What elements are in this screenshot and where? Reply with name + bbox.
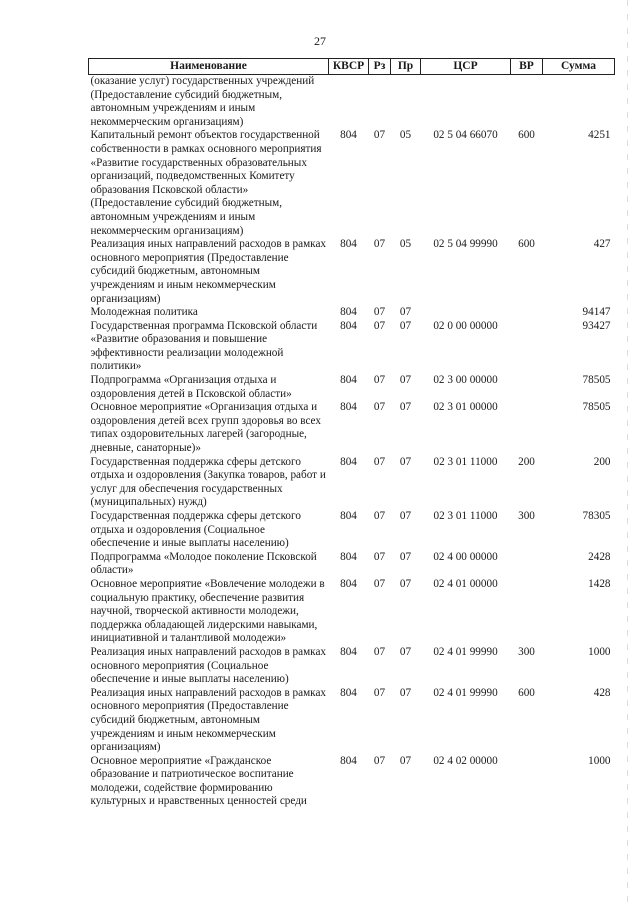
cell-name: Основное мероприятие «Гражданское образование и патриотическое воспитание молодежи, содействие формированию культурных и нравственных ценностей среди [90, 754, 307, 808]
cell-vr: 200 [518, 455, 535, 468]
cell-sum: 1000 [588, 645, 611, 658]
cell-rz: 07 [373, 306, 386, 319]
cell-kvsr: 804 [340, 550, 357, 563]
cell-rz: 07 [373, 754, 386, 767]
cell-csr: 02 4 01 99990 [433, 645, 498, 658]
table-header-row [89, 59, 615, 75]
cell-csr: 02 3 01 11000 [433, 510, 498, 522]
cell-sum: 94147 [582, 306, 611, 319]
page-number: 27 [314, 34, 326, 48]
cell-name: (оказание услуг) государственных учреждений (Предоставление субсидий бюджетным, автономным учреждениям и иным некоммерческим организациям) [90, 75, 315, 128]
cell-pr: 07 [399, 455, 412, 468]
cell-csr: 02 3 01 00000 [433, 401, 498, 414]
cell-kvsr: 804 [340, 374, 357, 387]
cell-kvsr: 804 [340, 238, 357, 251]
cell-pr: 07 [399, 374, 412, 387]
cell-sum [543, 75, 615, 130]
cell-vr [511, 755, 543, 809]
cell-pr: 05 [399, 238, 412, 251]
cell-name: Государственная программа Псковской области «Развитие образования и повышение эффективности реализации молодежной политики» [90, 319, 318, 373]
cell-rz: 07 [373, 238, 386, 251]
cell-vr [511, 306, 543, 320]
table-row [89, 551, 615, 578]
header-vr: ВР [511, 59, 543, 75]
cell-name: Реализация иных направлений расходов в рамках основного мероприятия (Предоставление субсидий бюджетным, автономным учреждениям и иным некоммерческим организациям) [90, 686, 327, 754]
cell-kvsr: 804 [340, 754, 357, 767]
cell-csr: 02 5 04 99990 [433, 238, 498, 251]
cell-sum: 427 [593, 238, 611, 251]
cell-kvsr: 804 [340, 510, 357, 522]
cell-sum: 1428 [588, 577, 611, 590]
cell-rz: 07 [373, 645, 386, 658]
cell-name: Реализация иных направлений расходов в рамках основного мероприятия (Социальное обеспечение и иные выплаты населению) [90, 645, 327, 686]
cell-vr [511, 578, 543, 646]
cell-rz: 07 [373, 686, 386, 699]
cell-kvsr: 804 [340, 455, 357, 468]
cell-kvsr: 804 [340, 577, 357, 590]
cell-pr [391, 75, 421, 130]
cell-rz: 07 [373, 319, 386, 332]
table-row [89, 755, 615, 809]
header-kvsr: КВСР [329, 59, 369, 75]
cell-name: Реализация иных направлений расходов в рамках основного мероприятия (Предоставление субсидий бюджетным, автономным учреждениям и иным некоммерческим организациям) [90, 238, 327, 305]
cell-kvsr [329, 75, 369, 130]
table-row [89, 687, 615, 755]
cell-sum: 1000 [588, 754, 611, 767]
cell-rz: 07 [373, 510, 386, 522]
table-row [89, 75, 615, 130]
scan-edge-artifact [627, 0, 628, 905]
cell-name: Государственная поддержка сферы детского отдыха и оздоровления (Закупка товаров, работ и услуг для обеспечения государственных (муниципальных) нужд) [90, 455, 326, 509]
table-row [89, 320, 615, 374]
cell-sum: 78505 [582, 401, 611, 414]
cell-name: Основное мероприятие «Организация отдыха и оздоровления детей всех групп здоровья во всех типах оздоровительных лагерей (загородные, дневные, санаторные)» [90, 401, 321, 455]
cell-kvsr: 804 [340, 686, 357, 699]
cell-pr: 07 [399, 319, 412, 332]
cell-name: Капитальный ремонт объектов государственной собственности в рамках основного мероприятия «Развитие государственных образовательных организаций, подведомственных Комитету образования Псковской области» (Предоставление субсидий бюджетным, автономным учреждениям и иным некоммерческим организациям) [90, 129, 322, 237]
header-name: Наименование [89, 59, 329, 75]
cell-csr: 02 0 00 00000 [433, 319, 498, 332]
cell-rz: 07 [373, 129, 386, 142]
cell-pr: 07 [399, 550, 412, 563]
cell-csr [421, 306, 511, 320]
cell-sum: 93427 [582, 319, 611, 332]
header-csr: ЦСР [421, 59, 511, 75]
cell-sum: 78505 [582, 374, 611, 387]
cell-vr [511, 401, 543, 455]
cell-kvsr: 804 [340, 129, 357, 142]
cell-csr: 02 4 01 99990 [433, 686, 498, 699]
budget-table [88, 58, 615, 809]
cell-csr: 02 4 00 00000 [433, 550, 498, 563]
cell-kvsr: 804 [340, 306, 357, 319]
header-pr: Пр [391, 59, 421, 75]
cell-vr [511, 551, 543, 578]
cell-rz: 07 [373, 550, 386, 563]
cell-rz: 07 [373, 455, 386, 468]
cell-vr: 600 [518, 238, 535, 251]
cell-sum: 200 [593, 455, 611, 468]
table-row [89, 578, 615, 646]
cell-vr: 600 [518, 686, 535, 699]
cell-vr: 300 [518, 510, 535, 522]
cell-pr: 07 [399, 401, 412, 414]
cell-vr: 600 [518, 129, 535, 142]
cell-pr: 05 [399, 129, 412, 142]
cell-vr: 300 [518, 645, 535, 658]
table-body [89, 75, 615, 810]
cell-csr: 02 3 00 00000 [433, 374, 498, 387]
cell-csr: 02 4 02 00000 [433, 754, 498, 767]
cell-name: Основное мероприятие «Вовлечение молодежи в социальную практику, обеспечение развития научной, творческой активности молодежи, поддержка обладающей лидерскими навыками, инициативной и талантливой молодежи» [90, 577, 325, 645]
cell-vr [511, 374, 543, 401]
table-row [89, 306, 615, 320]
cell-csr: 02 3 01 11000 [433, 455, 498, 468]
cell-rz: 07 [373, 401, 386, 414]
cell-kvsr: 804 [340, 319, 357, 332]
table-row [89, 129, 615, 238]
cell-pr: 07 [399, 645, 412, 658]
cell-rz [369, 75, 391, 130]
cell-csr: 02 5 04 66070 [433, 129, 498, 142]
table-row [89, 456, 615, 510]
cell-sum: 4251 [588, 129, 611, 142]
cell-name: Подпрограмма «Организация отдыха и оздоровления детей в Псковской области» [90, 374, 292, 400]
cell-pr: 07 [399, 577, 412, 590]
table-row [89, 238, 615, 306]
cell-kvsr: 804 [340, 645, 357, 658]
cell-vr [511, 75, 543, 130]
cell-pr: 07 [399, 686, 412, 699]
cell-vr [511, 320, 543, 374]
header-rz: Рз [369, 59, 391, 75]
table-row [89, 510, 615, 551]
cell-csr: 02 4 01 00000 [433, 577, 498, 590]
table-row [89, 401, 615, 455]
cell-rz: 07 [373, 374, 386, 387]
cell-name: Молодежная политика [90, 306, 198, 319]
cell-kvsr: 804 [340, 401, 357, 414]
cell-sum: 428 [593, 686, 611, 699]
header-sum: Сумма [543, 59, 615, 75]
cell-sum: 78305 [582, 510, 611, 522]
cell-pr: 07 [399, 754, 412, 767]
cell-pr: 07 [399, 306, 412, 319]
cell-name: Подпрограмма «Молодое поколение Псковской области» [90, 550, 317, 577]
cell-rz: 07 [373, 577, 386, 590]
cell-csr [421, 75, 511, 130]
table-row [89, 374, 615, 401]
cell-name: Государственная поддержка сферы детского отдыха и оздоровления (Социальное обеспечение и иные выплаты населению) [90, 510, 301, 550]
cell-sum: 2428 [588, 550, 611, 563]
table-row [89, 646, 615, 687]
cell-pr: 07 [399, 510, 412, 522]
